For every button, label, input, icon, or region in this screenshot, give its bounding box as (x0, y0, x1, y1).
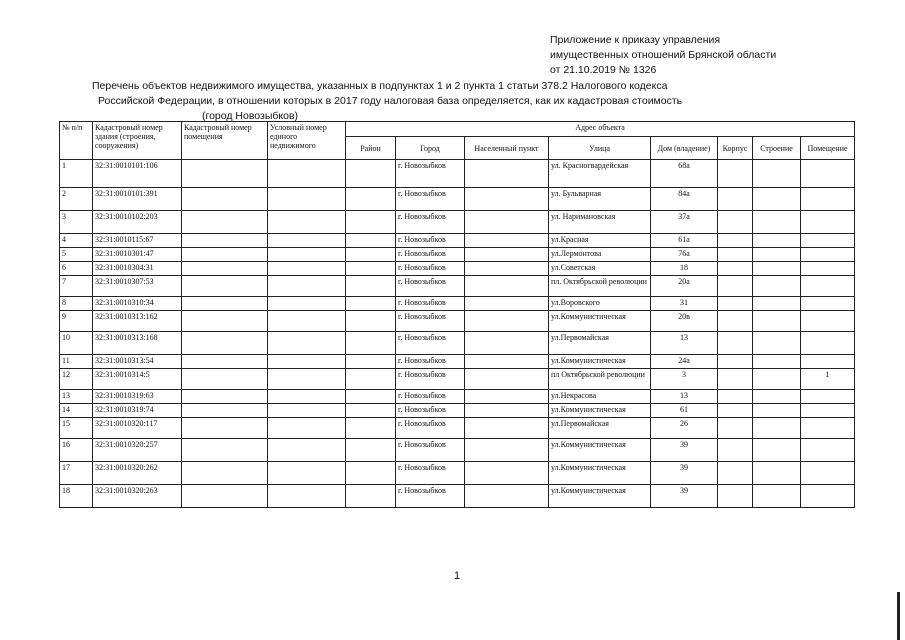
cell-house: 76а (651, 248, 718, 262)
cell-korpus (718, 234, 753, 248)
cell-street: пл Октябрьской революции (549, 369, 651, 390)
cell-building (753, 188, 801, 211)
cell-settlement (465, 462, 549, 485)
cell-city: г. Новозыбков (396, 297, 465, 311)
cell-house: 20в (651, 311, 718, 332)
cell-premises (801, 462, 855, 485)
cell-cad-premises (182, 418, 268, 439)
cell-building (753, 485, 801, 508)
cell-settlement (465, 234, 549, 248)
cell-cond-number (268, 418, 346, 439)
table-row (60, 211, 855, 234)
cell-cad-premises (182, 160, 268, 188)
cell-street: пл. Октябрьской революции (549, 276, 651, 297)
cell-building (753, 390, 801, 404)
cell-street: ул. Красногвардейская (549, 160, 651, 188)
cell-cad-building: 32:31:0010307:53 (93, 276, 182, 297)
header-city: Город (396, 137, 465, 160)
cell-district (346, 485, 396, 508)
table-row (60, 404, 855, 418)
cell-street: ул.Коммунистическая (549, 355, 651, 369)
cell-korpus (718, 485, 753, 508)
cell-cond-number (268, 248, 346, 262)
cell-district (346, 332, 396, 355)
table-row (60, 297, 855, 311)
cell-korpus (718, 462, 753, 485)
cell-city: г. Новозыбков (396, 276, 465, 297)
cell-house: 39 (651, 439, 718, 462)
cell-building (753, 276, 801, 297)
cell-building (753, 404, 801, 418)
table-row (60, 262, 855, 276)
cell-city: г. Новозыбков (396, 439, 465, 462)
cell-cond-number (268, 462, 346, 485)
cell-city: г. Новозыбков (396, 355, 465, 369)
document-title (92, 79, 792, 124)
cell-cad-building: 32:31:0010320:117 (93, 418, 182, 439)
cell-korpus (718, 390, 753, 404)
cell-num: 16 (60, 439, 93, 462)
cell-building (753, 462, 801, 485)
cell-settlement (465, 188, 549, 211)
cell-city: г. Новозыбков (396, 211, 465, 234)
cell-num: 1 (60, 160, 93, 188)
header-building: Строение (753, 137, 801, 160)
cell-premises (801, 297, 855, 311)
cell-premises (801, 188, 855, 211)
page-number: 1 (454, 570, 461, 582)
cell-korpus (718, 355, 753, 369)
cell-cad-building: 32:31:0010320:257 (93, 439, 182, 462)
cell-settlement (465, 297, 549, 311)
cell-city: г. Новозыбков (396, 262, 465, 276)
cell-premises (801, 439, 855, 462)
table-row (60, 276, 855, 297)
cell-building (753, 418, 801, 439)
cell-cad-premises (182, 390, 268, 404)
cell-num: 13 (60, 390, 93, 404)
cell-city: г. Новозыбков (396, 404, 465, 418)
cell-house: 18 (651, 262, 718, 276)
cell-premises (801, 262, 855, 276)
cell-city: г. Новозыбков (396, 418, 465, 439)
cell-settlement (465, 276, 549, 297)
cell-cad-premises (182, 439, 268, 462)
cell-house: 39 (651, 462, 718, 485)
table-row (60, 160, 855, 188)
cell-cad-premises (182, 234, 268, 248)
cell-building (753, 234, 801, 248)
cell-korpus (718, 160, 753, 188)
cell-district (346, 276, 396, 297)
table-row (60, 234, 855, 248)
cell-city: г. Новозыбков (396, 485, 465, 508)
cell-premises (801, 248, 855, 262)
cell-num: 3 (60, 211, 93, 234)
cell-city: г. Новозыбков (396, 234, 465, 248)
cell-house: 39 (651, 485, 718, 508)
title-line-2: Российской Федерации, в отношении которых в 2017 году налоговая база определяется, как их кадастровая стоимость (98, 95, 683, 107)
cell-building (753, 262, 801, 276)
cell-cad-building: 32:31:0010320:263 (93, 485, 182, 508)
cell-city: г. Новозыбков (396, 369, 465, 390)
cell-district (346, 404, 396, 418)
cell-house: 13 (651, 332, 718, 355)
cell-cond-number (268, 188, 346, 211)
cell-korpus (718, 369, 753, 390)
header-premises: Помещение (801, 137, 855, 160)
cell-house: 68а (651, 160, 718, 188)
table-row (60, 485, 855, 508)
cell-num: 7 (60, 276, 93, 297)
cell-district (346, 462, 396, 485)
table-row (60, 311, 855, 332)
cell-num: 14 (60, 404, 93, 418)
cell-cad-building: 32:31:0010101:106 (93, 160, 182, 188)
cell-premises (801, 418, 855, 439)
cell-house: 61а (651, 234, 718, 248)
cell-district (346, 418, 396, 439)
cell-building (753, 211, 801, 234)
cell-cad-building: 32:31:0010314:5 (93, 369, 182, 390)
cell-cond-number (268, 297, 346, 311)
cell-building (753, 369, 801, 390)
cell-street: ул.Коммунистическая (549, 485, 651, 508)
table-row (60, 439, 855, 462)
cell-settlement (465, 418, 549, 439)
cell-num: 12 (60, 369, 93, 390)
cell-premises (801, 404, 855, 418)
cell-korpus (718, 262, 753, 276)
title-line-3: (город Новозыбков) (202, 110, 299, 122)
cell-cond-number (268, 262, 346, 276)
cell-house: 3 (651, 369, 718, 390)
cell-cond-number (268, 211, 346, 234)
cell-house: 26 (651, 418, 718, 439)
table-row (60, 248, 855, 262)
cell-num: 6 (60, 262, 93, 276)
cell-cad-building: 32:31:0010304:31 (93, 262, 182, 276)
cell-cond-number (268, 485, 346, 508)
table-row (60, 418, 855, 439)
cell-building (753, 311, 801, 332)
cell-settlement (465, 439, 549, 462)
cell-cad-building: 32:31:0010102:203 (93, 211, 182, 234)
appendix-line-1: Приложение к приказу управления (550, 34, 721, 46)
header-address: Адрес объекта (346, 122, 855, 137)
table-row (60, 390, 855, 404)
cell-cad-building: 32:31:0010310:34 (93, 297, 182, 311)
cell-premises: 1 (801, 369, 855, 390)
cell-district (346, 188, 396, 211)
cell-city: г. Новозыбков (396, 188, 465, 211)
cell-cond-number (268, 160, 346, 188)
cell-street: ул.Коммунистическая (549, 404, 651, 418)
cell-street: ул. Бульварная (549, 188, 651, 211)
cell-cad-premises (182, 188, 268, 211)
cell-num: 11 (60, 355, 93, 369)
cell-premises (801, 160, 855, 188)
cell-street: ул.Первомайская (549, 332, 651, 355)
cell-korpus (718, 332, 753, 355)
cell-city: г. Новозыбков (396, 462, 465, 485)
cell-premises (801, 485, 855, 508)
cell-house: 13 (651, 390, 718, 404)
cell-num: 15 (60, 418, 93, 439)
cell-house: 31 (651, 297, 718, 311)
cell-district (346, 211, 396, 234)
header-num: № п/п (60, 122, 93, 160)
cell-district (346, 439, 396, 462)
cell-building (753, 355, 801, 369)
header-cad-premises: Кадастровый номер помещения (182, 122, 268, 160)
table-row (60, 332, 855, 355)
cell-cad-premises (182, 404, 268, 418)
cell-settlement (465, 248, 549, 262)
cell-cond-number (268, 276, 346, 297)
cell-settlement (465, 485, 549, 508)
cell-cond-number (268, 311, 346, 332)
cell-cad-premises (182, 276, 268, 297)
cell-street: ул.Советская (549, 262, 651, 276)
cell-district (346, 369, 396, 390)
cell-cond-number (268, 234, 346, 248)
cell-premises (801, 355, 855, 369)
cell-city: г. Новозыбков (396, 160, 465, 188)
table-row (60, 355, 855, 369)
cell-korpus (718, 439, 753, 462)
cell-korpus (718, 311, 753, 332)
cell-num: 2 (60, 188, 93, 211)
cell-cad-building: 32:31:0010313:168 (93, 332, 182, 355)
cell-city: г. Новозыбков (396, 390, 465, 404)
cell-district (346, 390, 396, 404)
cell-cad-building: 32:31:0010115:67 (93, 234, 182, 248)
cell-cad-premises (182, 355, 268, 369)
cell-korpus (718, 211, 753, 234)
table-header-row (60, 122, 855, 137)
cell-building (753, 160, 801, 188)
table-row (60, 369, 855, 390)
cell-city: г. Новозыбков (396, 332, 465, 355)
cell-num: 8 (60, 297, 93, 311)
cell-house: 84а (651, 188, 718, 211)
header-cond-number: Условный номер единого недвижимого (268, 122, 346, 160)
cell-cond-number (268, 369, 346, 390)
cell-num: 17 (60, 462, 93, 485)
scan-edge-mark (897, 592, 900, 640)
cell-district (346, 160, 396, 188)
cell-building (753, 297, 801, 311)
cell-korpus (718, 418, 753, 439)
cell-house: 37а (651, 211, 718, 234)
cell-settlement (465, 369, 549, 390)
cell-district (346, 311, 396, 332)
cell-district (346, 355, 396, 369)
cell-building (753, 332, 801, 355)
cell-district (346, 262, 396, 276)
cell-cad-premises (182, 485, 268, 508)
cell-cond-number (268, 355, 346, 369)
appendix-header (550, 33, 776, 78)
cell-settlement (465, 332, 549, 355)
cell-city: г. Новозыбков (396, 248, 465, 262)
cell-premises (801, 332, 855, 355)
cell-cad-building: 32:31:0010101:391 (93, 188, 182, 211)
cell-street: ул. Наримановская (549, 211, 651, 234)
cell-settlement (465, 404, 549, 418)
cell-building (753, 439, 801, 462)
cell-settlement (465, 160, 549, 188)
appendix-line-3: от 21.10.2019 № 1326 (550, 64, 657, 76)
cell-street: ул.Коммунистическая (549, 311, 651, 332)
cell-street: ул.Лермонтова (549, 248, 651, 262)
cell-cond-number (268, 332, 346, 355)
cell-street: ул.Коммунистическая (549, 462, 651, 485)
header-house: Дом (владение) (651, 137, 718, 160)
cell-num: 18 (60, 485, 93, 508)
cell-district (346, 297, 396, 311)
cell-cad-premises (182, 332, 268, 355)
cell-korpus (718, 404, 753, 418)
cell-cad-building: 32:31:0010301:47 (93, 248, 182, 262)
cell-premises (801, 390, 855, 404)
table-row (60, 188, 855, 211)
cell-premises (801, 234, 855, 248)
cell-settlement (465, 262, 549, 276)
cell-cad-premises (182, 248, 268, 262)
cell-street: ул.Первомайская (549, 418, 651, 439)
header-street: Улица (549, 137, 651, 160)
header-settlement: Населенный пункт (465, 137, 549, 160)
cell-premises (801, 211, 855, 234)
cell-house: 24а (651, 355, 718, 369)
cell-settlement (465, 311, 549, 332)
header-district: Район (346, 137, 396, 160)
cell-cad-building: 32:31:0010320:262 (93, 462, 182, 485)
cell-num: 9 (60, 311, 93, 332)
header-korpus: Корпус (718, 137, 753, 160)
cell-settlement (465, 211, 549, 234)
cell-num: 5 (60, 248, 93, 262)
cell-street: ул.Воровского (549, 297, 651, 311)
cell-district (346, 248, 396, 262)
table-row (60, 462, 855, 485)
cell-korpus (718, 297, 753, 311)
cell-cad-premises (182, 311, 268, 332)
cell-cad-premises (182, 369, 268, 390)
title-line-1: Перечень объектов недвижимого имущества, указанных в подпунктах 1 и 2 пункта 1 статьи 378.2 Налогового кодекса (92, 80, 668, 92)
cell-district (346, 234, 396, 248)
cell-cad-premises (182, 211, 268, 234)
cell-premises (801, 276, 855, 297)
cell-cad-building: 32:31:0010319:74 (93, 404, 182, 418)
cell-korpus (718, 248, 753, 262)
cell-building (753, 248, 801, 262)
appendix-line-2: имущественных отношений Брянской области (550, 49, 777, 61)
property-table (59, 121, 855, 508)
cell-cad-premises (182, 297, 268, 311)
cell-city: г. Новозыбков (396, 311, 465, 332)
cell-settlement (465, 355, 549, 369)
cell-house: 61 (651, 404, 718, 418)
table-body (60, 160, 855, 508)
cell-korpus (718, 188, 753, 211)
cell-street: ул.Красная (549, 234, 651, 248)
cell-cad-building: 32:31:0010313:54 (93, 355, 182, 369)
cell-korpus (718, 276, 753, 297)
cell-cond-number (268, 439, 346, 462)
cell-cad-premises (182, 462, 268, 485)
cell-cad-building: 32:31:0010319:63 (93, 390, 182, 404)
cell-num: 10 (60, 332, 93, 355)
cell-settlement (465, 390, 549, 404)
cell-cad-premises (182, 262, 268, 276)
cell-street: ул.Некрасова (549, 390, 651, 404)
cell-cad-building: 32:31:0010313:162 (93, 311, 182, 332)
header-cad-building: Кадастровый номер здания (строения, сооружения) (93, 122, 182, 160)
cell-premises (801, 311, 855, 332)
cell-cond-number (268, 404, 346, 418)
cell-street: ул.Коммунистическая (549, 439, 651, 462)
cell-cond-number (268, 390, 346, 404)
cell-house: 20а (651, 276, 718, 297)
cell-num: 4 (60, 234, 93, 248)
